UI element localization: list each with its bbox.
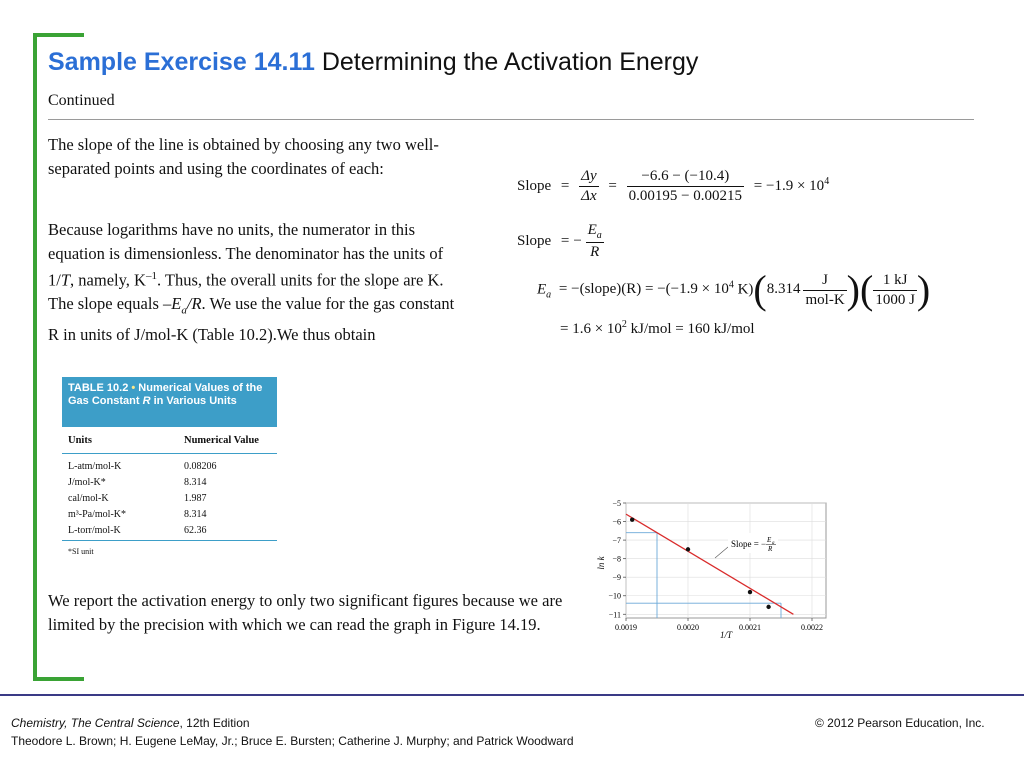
ea-result-exp: 2 (621, 319, 627, 330)
ea-sub: a (546, 289, 552, 301)
column-header-units: Units (68, 435, 92, 446)
x-tick-label: 0.0019 (615, 623, 637, 632)
data-point (766, 605, 770, 609)
equals-sign: = (560, 177, 570, 194)
table-row-value: 0.08206 (184, 461, 217, 472)
slope-label: Slope (517, 232, 552, 249)
p2-sup: –1 (145, 270, 157, 282)
y-tick-label: −5 (612, 499, 621, 508)
ea-result-b: kJ/mol = 160 kJ/mol (626, 321, 755, 337)
molk-unit: mol-K (805, 291, 845, 308)
y-tick-label: −7 (612, 536, 621, 546)
table-row-unit: L-torr/mol-K (68, 525, 121, 536)
column-header-value: Numerical Value (184, 435, 259, 446)
p2-text-c: . Thus, the overall units for the slope are K. The slope equals – (48, 270, 444, 313)
x-tick-label: 0.0022 (801, 623, 823, 632)
ea-E: E (537, 281, 547, 298)
p2-E: E (171, 294, 182, 313)
table-row-value: 8.314 (184, 477, 207, 488)
slope-result: = −1.9 × 10 (753, 177, 825, 194)
x-axis-label: 1/T (719, 630, 733, 640)
minus-sign: − (573, 232, 582, 249)
slide-bracket-top (33, 33, 84, 37)
paragraph-significant-figures: We report the activation energy to only two significant figures because we are limited by the precision with which we can read the graph in Figure 14.19. (48, 591, 563, 634)
paren-open: ( (753, 267, 767, 312)
annotation-ea-sub: a (772, 541, 775, 546)
table-footnote: *SI unit (68, 547, 94, 556)
p2-text-b: , namely, K (70, 270, 146, 290)
table-row-value: 8.314 (184, 509, 207, 520)
y-tick-label: −6 (612, 517, 621, 527)
delta-x: Δx (581, 188, 597, 204)
footer-book (11, 716, 250, 730)
arrhenius-plot (590, 495, 850, 650)
paren-close-2: ) (916, 267, 931, 312)
thousand-j-unit: 1000 J (875, 291, 915, 308)
y-tick-label: −8 (612, 554, 621, 564)
ea-expression-b: K) (733, 281, 754, 298)
table-bullet: • (131, 382, 136, 394)
continued-label: Continued (48, 92, 115, 109)
table-number: TABLE 10.2 (68, 382, 129, 394)
equation-ea-calc (537, 267, 931, 312)
delta-fraction (579, 168, 598, 205)
slide-bracket-bottom (33, 677, 84, 681)
y-tick-label: −9 (612, 573, 621, 583)
numeric-fraction (627, 168, 744, 205)
paren-close: ) (846, 267, 860, 312)
equation-slope-calc (517, 168, 829, 205)
slide-bracket-left (33, 33, 37, 681)
equation-ea-result (560, 319, 755, 338)
title-exercise-number: Sample Exercise 14.11 (48, 48, 315, 76)
title-divider (48, 119, 974, 120)
gas-constant: 8.314 (766, 281, 801, 298)
denominator-values: 0.00195 − 0.00215 (628, 188, 743, 204)
j-unit: J (803, 272, 846, 291)
p2-R: /R (186, 294, 202, 313)
annotation-slope: Slope = (731, 539, 759, 549)
gas-constant-table (62, 377, 277, 567)
r-symbol: R (590, 244, 600, 260)
table-title-end: in Various Units (153, 395, 237, 407)
table-row-unit: L-atm/mol-K (68, 461, 122, 472)
x-tick-label: 0.0020 (677, 623, 699, 632)
table-divider (62, 453, 277, 454)
footer-copyright: © 2012 Pearson Education, Inc. (815, 716, 985, 730)
ea-exp: 4 (728, 279, 734, 291)
equation-slope-ea (517, 222, 604, 261)
slide-title (48, 48, 698, 77)
slope-label: Slope (517, 177, 552, 194)
p2-T: T (60, 270, 71, 290)
ea-over-r-fraction (586, 222, 604, 261)
table-row-unit: J/mol-K* (68, 477, 106, 488)
ea-result: = 1.6 × 10 (560, 321, 622, 337)
footer-edition: , 12th Edition (179, 716, 250, 730)
y-axis-label: ln k (596, 556, 606, 570)
kj-unit: 1 kJ (873, 272, 917, 291)
kj-conversion-fraction (873, 272, 917, 309)
table-header (62, 377, 277, 427)
paren-open-2: ( (859, 267, 874, 312)
equals-sign: = (608, 177, 617, 194)
ea-sub: a (596, 230, 602, 241)
table-row-value: 1.987 (184, 493, 207, 504)
ea-expression: = −(slope)(R) = −(−1.9 × 10 (558, 281, 729, 298)
p2-sub: a (181, 304, 187, 317)
y-tick-label: −10 (608, 591, 621, 601)
data-point (686, 547, 690, 551)
table-row-value: 62.36 (184, 525, 207, 536)
plot-frame (626, 503, 826, 618)
footer-divider (0, 694, 1024, 696)
paragraph-units (48, 218, 468, 346)
paragraph-slope-intro: The slope of the line is obtained by choosing any two well-separated points and using the coordinates of each: (48, 135, 439, 178)
numerator-values: −6.6 − (−10.4) (627, 168, 744, 187)
ea-E: E (587, 222, 597, 238)
table-title: Numerical Values of the Gas Constant (68, 382, 263, 407)
slope-result-exp: 4 (824, 175, 830, 187)
table-row-unit: cal/mol-K (68, 493, 109, 504)
p2-text-a: Because logarithms have no units, the numerator in this equation is dimensionless. The denominator has the units of 1/ (48, 220, 444, 290)
title-text: Determining the Activation Energy (321, 48, 699, 76)
x-tick-label: 0.0021 (739, 623, 761, 632)
j-per-molk-fraction (803, 272, 846, 309)
table-row-unit: m³-Pa/mol-K* (68, 509, 126, 520)
p2-text-d: . We use the value for the gas constant R in units of J/mol-K (Table 10.2).We thus obtain (48, 294, 455, 344)
annotation-r: R (768, 545, 773, 553)
y-tick-label: −11 (608, 610, 621, 620)
footer-book-title: Chemistry, The Central Science (11, 716, 180, 730)
footer-authors: Theodore L. Brown; H. Eugene LeMay, Jr.; Bruce E. Bursten; Catherine J. Murphy; and Patrick Woodward (11, 734, 574, 748)
delta-y: Δy (579, 168, 598, 187)
data-point (748, 590, 752, 594)
ea-symbol (586, 222, 604, 243)
table-divider (62, 540, 277, 541)
data-point (630, 517, 634, 521)
annotation-minus: − (761, 539, 767, 549)
table-title-r: R (142, 395, 151, 407)
equals-sign: = (560, 232, 570, 249)
annotation-ea: E (767, 536, 772, 544)
